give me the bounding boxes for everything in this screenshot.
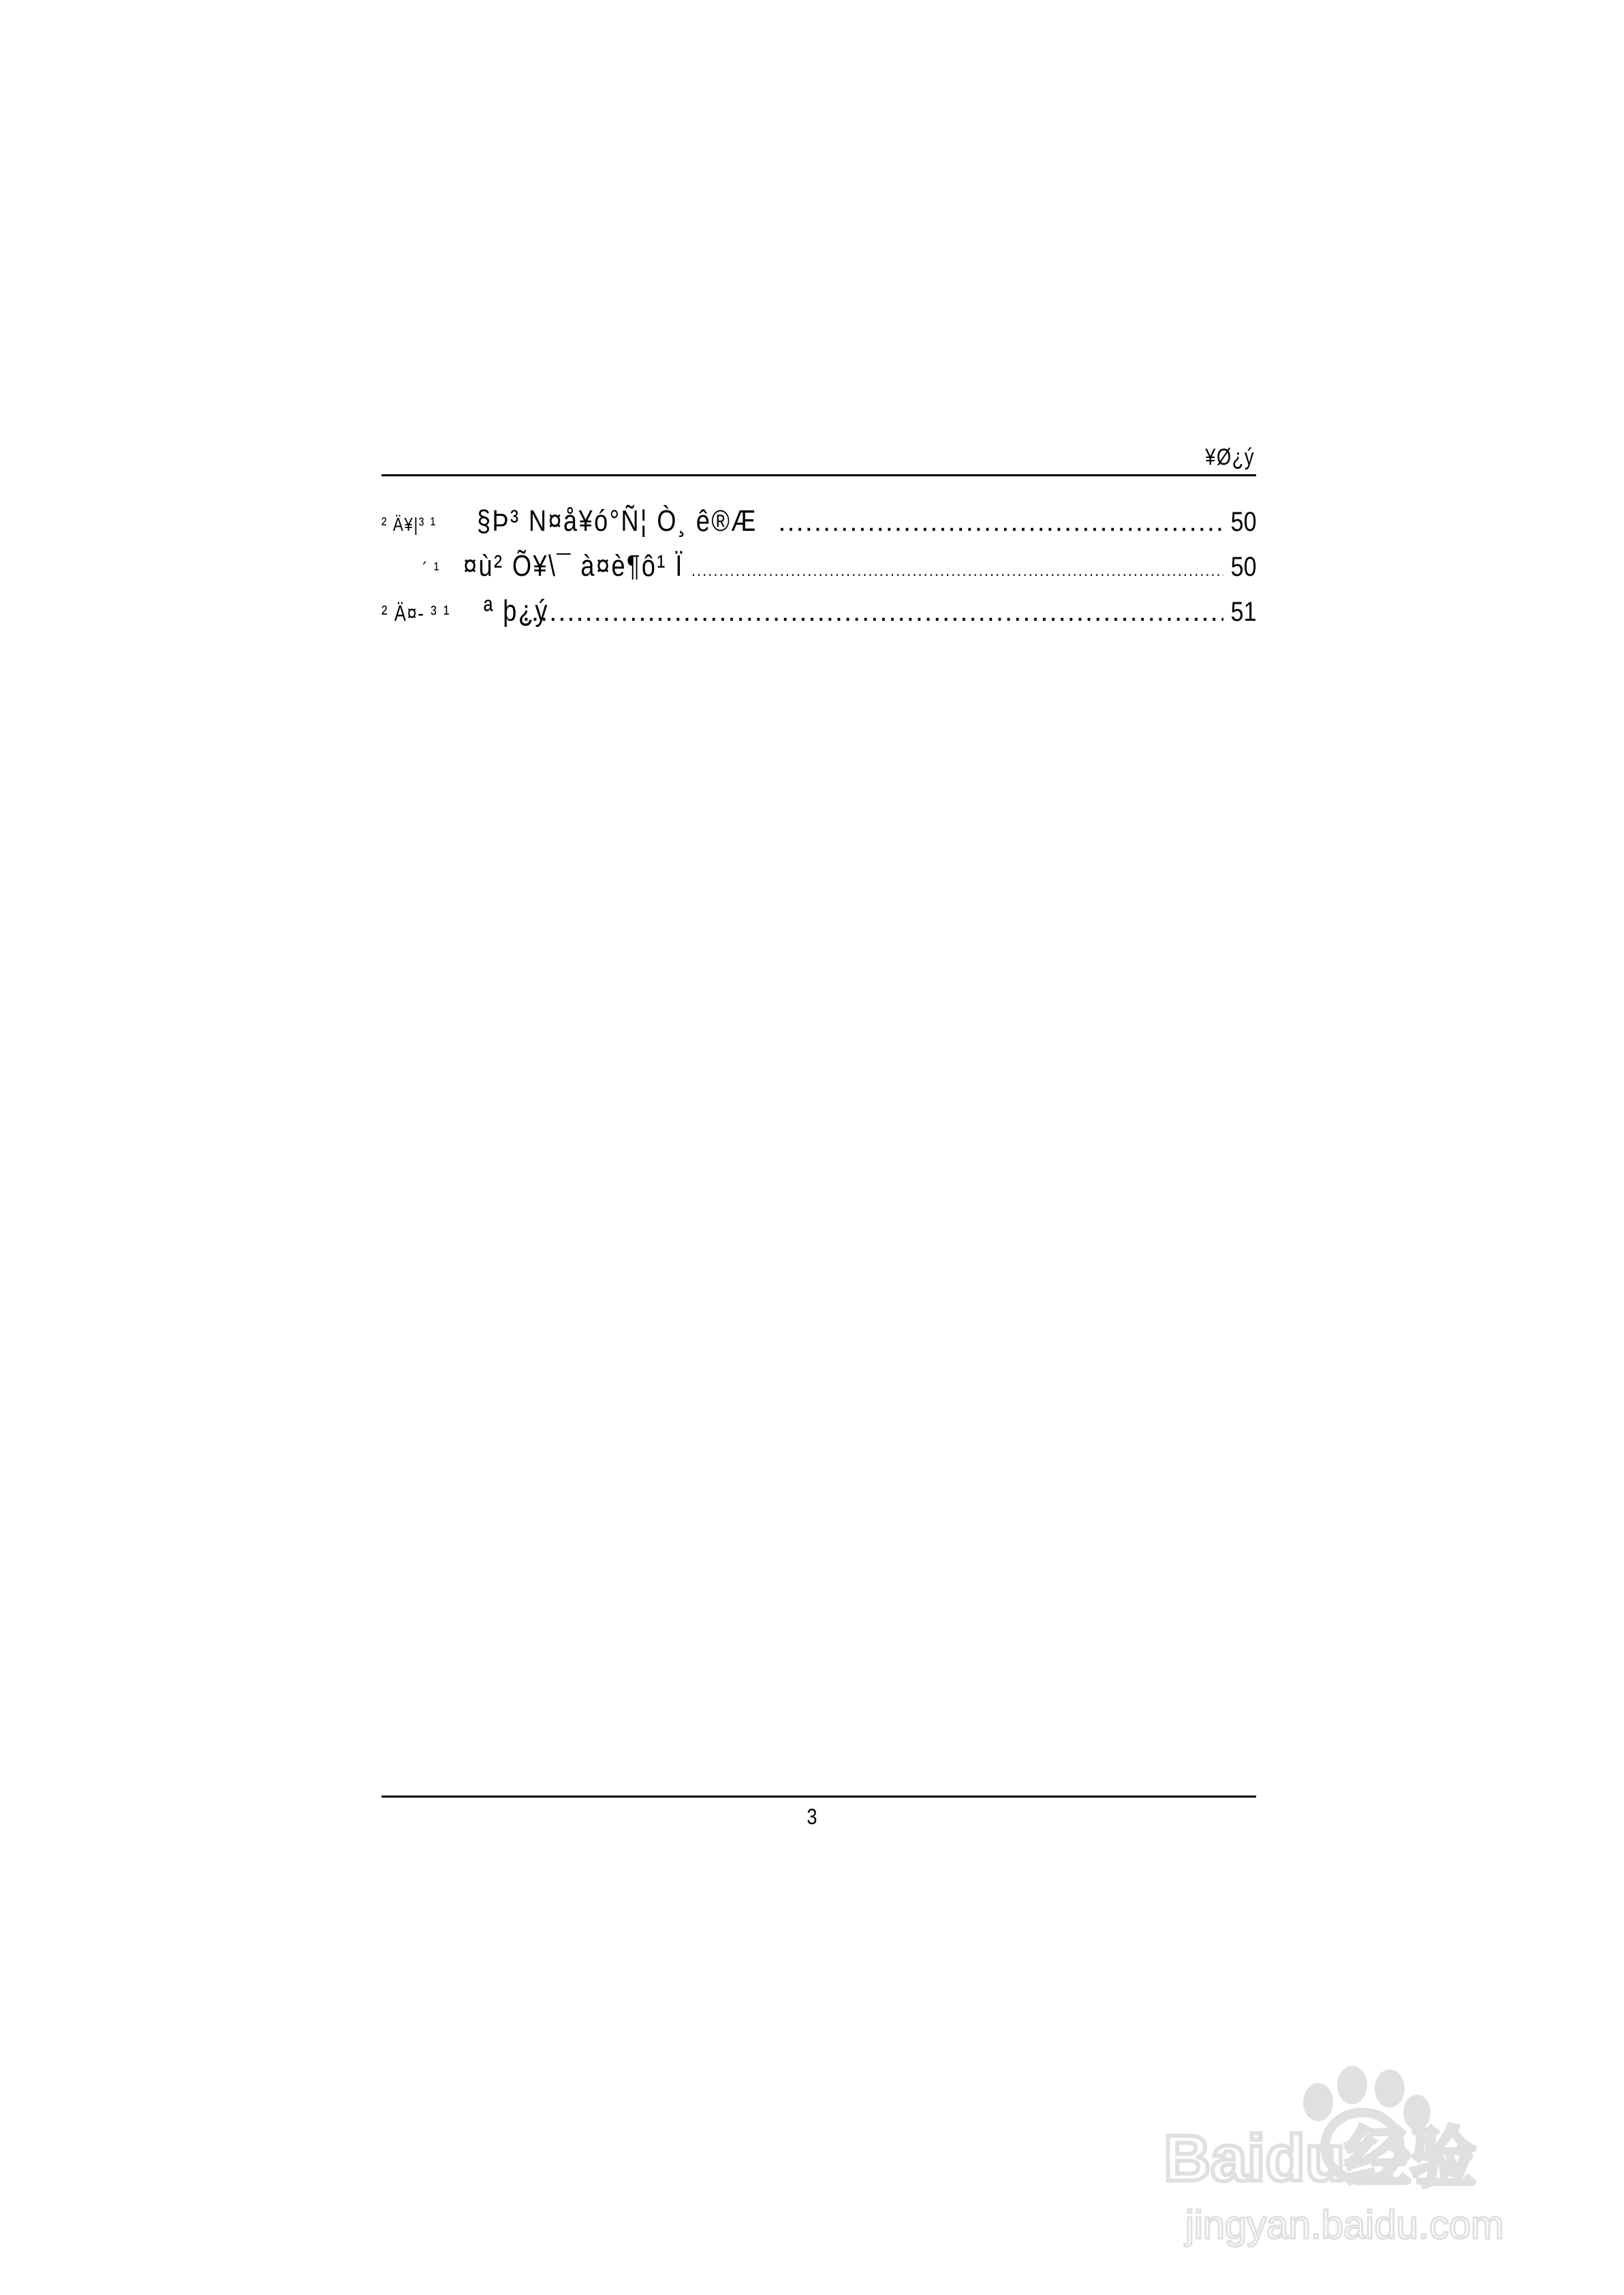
watermark-url: jingyan.baidu.com — [1185, 2203, 1504, 2247]
footer-rule — [381, 1796, 1256, 1798]
page-number: 3 — [807, 1804, 817, 1829]
toc-entry[interactable] — [381, 549, 1256, 594]
toc-entry-page: 51 — [1230, 597, 1256, 627]
toc-leader-dots — [522, 597, 1223, 628]
toc-entry-page: 50 — [1230, 507, 1256, 537]
toc-entry[interactable] — [381, 504, 1256, 549]
watermark-brand: Baidu经验 — [1164, 2122, 1476, 2195]
baidu-watermark — [1158, 2065, 1580, 2269]
toc-entry[interactable] — [381, 594, 1256, 639]
toc-entry-title: ª þ¿ý — [484, 594, 549, 628]
table-of-contents — [381, 504, 1256, 639]
toc-leader-dots — [778, 507, 1223, 538]
toc-entry-number: ´ ¹ — [422, 559, 440, 580]
toc-entry-number: ² Ä¥|³ ¹ — [381, 514, 437, 535]
toc-entry-title: ¤ù² Õ¥\¯ à¤è¶ô¹ Ï — [463, 549, 684, 583]
toc-entry-title: §Þ³ N¤å¥ó°Ñ¦ Ò¸ ê®Æ — [477, 504, 758, 538]
toc-entry-number: ² Ä¤- ³ ¹ — [381, 601, 451, 626]
header-title: ¥Ø¿ý — [1205, 444, 1255, 470]
header-rule — [381, 474, 1256, 476]
toc-entry-page: 50 — [1230, 552, 1256, 582]
toc-leader-dots — [691, 562, 1223, 580]
